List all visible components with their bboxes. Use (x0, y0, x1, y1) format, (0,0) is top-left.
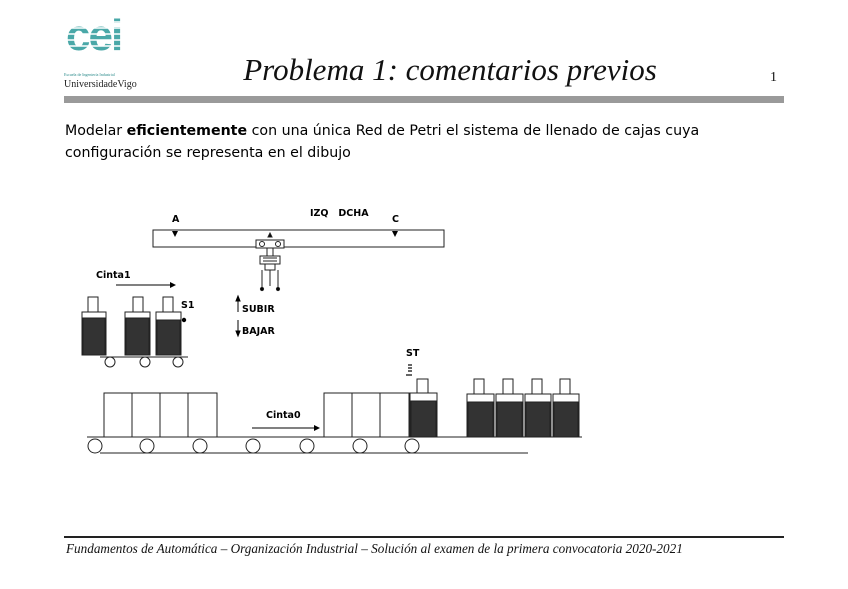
label-conveyor0: Cinta0 (266, 410, 301, 421)
logo-text: cei (66, 11, 122, 60)
gripper-trolley (256, 233, 284, 291)
up-down-arrow (236, 296, 240, 336)
footer-rule (64, 536, 784, 538)
label-down: BAJAR (242, 326, 275, 337)
sensor-t-mark (406, 365, 412, 375)
statement-part-2: con una única Red de Petri el sistema de llenado de cajas cuya configuración se representa en el dibujo (65, 123, 700, 161)
filled-boxes (467, 379, 579, 437)
label-position-a: A (172, 214, 180, 225)
label-up: SUBIR (242, 304, 275, 315)
empty-boxes-right (324, 393, 409, 437)
page-number: 1 (770, 70, 777, 85)
label-position-c: C (392, 214, 399, 225)
label-left-right: IZQ DCHA (310, 208, 369, 219)
sensor1-dot (182, 318, 186, 322)
statement-emphasis: eficientemente (126, 123, 248, 139)
conveyor0-belt (87, 437, 530, 453)
page-title: Problema 1: comentarios previos (243, 52, 657, 87)
logo-subtitle: Escuela de Ingeniería Industrial (64, 72, 115, 77)
conveyor0-arrow (252, 425, 320, 431)
logo-university: UniversidadeVigo (64, 79, 137, 90)
label-sensor1: S1 (181, 300, 195, 311)
label-sensor-t: ST (406, 348, 420, 359)
empty-boxes-left (104, 393, 217, 437)
label-conveyor1: Cinta1 (96, 270, 131, 281)
footer-text: Fundamentos de Automática – Organización Industrial – Solución al examen de la primera convocatoria 2020-2021 (66, 541, 683, 556)
statement-part-1: Modelar (65, 123, 127, 139)
overhead-rail (153, 230, 444, 247)
conveyor1-belt (100, 357, 188, 367)
conveyor1-arrow (116, 282, 176, 288)
box-at-filling-station (410, 379, 437, 437)
conveyor1-boxes (82, 297, 181, 355)
